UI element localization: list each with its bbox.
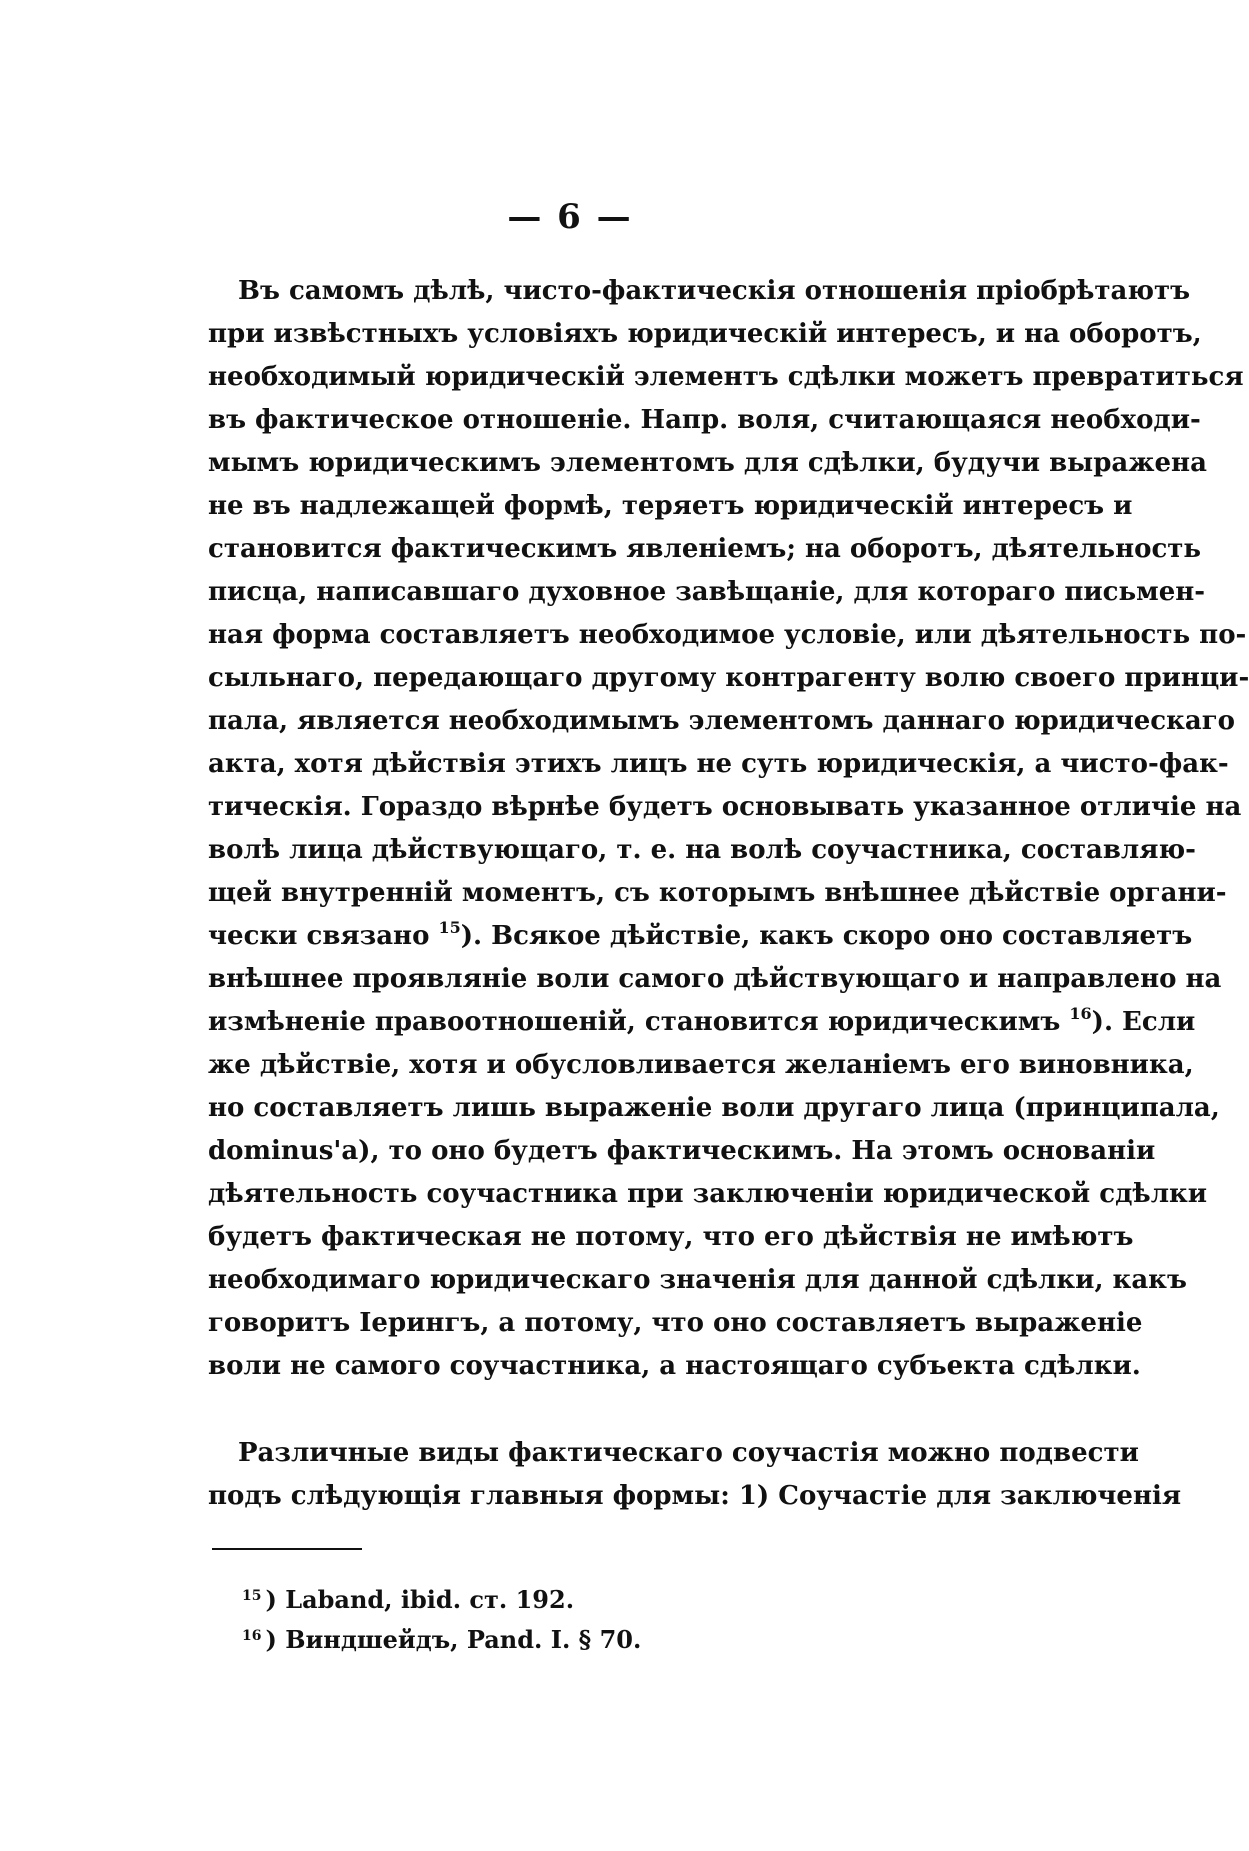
text-line: писца, написавшаго духовное завѣщаніе, для котораго письмен- — [208, 577, 1206, 607]
footnote-ref-15: 15 — [438, 918, 461, 937]
text-line: ная форма составляетъ необходимое условіе, или дѣятельность по- — [208, 620, 1247, 650]
text-line: не въ надлежащей формѣ, теряетъ юридическій интересъ и — [208, 491, 1133, 521]
text-line: необходимаго юридическаго значенія для данной сдѣлки, какъ — [208, 1265, 1187, 1295]
text-line-with-footnote-ref — [208, 915, 1193, 958]
footnote-text: ) Laband, ibid. ст. 192. — [265, 1585, 575, 1614]
text-line: становится фактическимъ явленіемъ; на оборотъ, дѣятельность — [208, 534, 1202, 564]
footnote-ref-16: 16 — [1069, 1004, 1092, 1023]
paragraph-1 — [208, 270, 1249, 1388]
text-segment: ). Если — [1091, 1007, 1196, 1037]
text-line: при извѣстныхъ условіяхъ юридическій интересъ, и на оборотъ, — [208, 319, 1202, 349]
footnote-16 — [242, 1620, 1002, 1660]
text-line: внѣшнее проявляніе воли самого дѣйствующаго и направлено на — [208, 964, 1222, 994]
text-line: воли не самого соучастника, а настоящаго субъекта сдѣлки. — [208, 1351, 1141, 1381]
text-line: dominus'a), то оно будетъ фактическимъ. На этомъ основаніи — [208, 1136, 1156, 1166]
footnotes — [242, 1580, 1002, 1660]
text-line: сыльнаго, передающаго другому контрагенту волю своего принци- — [208, 663, 1249, 693]
text-line: подъ слѣдующія главныя формы: 1) Соучастіе для заключенія — [208, 1481, 1182, 1511]
footnote-number: 16 — [242, 1628, 262, 1644]
text-line: будетъ фактическая не потому, что его дѣйствія не имѣютъ — [208, 1222, 1134, 1252]
footnote-15 — [242, 1580, 1002, 1620]
page-number: — 6 — — [507, 197, 633, 237]
text-line: необходимый юридическій элементъ сдѣлки можетъ превратиться — [208, 362, 1244, 392]
text-segment: измѣненіе правоотношеній, становится юридическимъ — [208, 1007, 1070, 1037]
text-segment: ). Всякое дѣйствіе, какъ скоро оно составляетъ — [460, 921, 1193, 951]
text-line-with-footnote-ref — [208, 1001, 1196, 1044]
text-line: Различные виды фактическаго соучастія можно подвести — [238, 1438, 1139, 1468]
text-segment: чески связано — [208, 921, 439, 951]
footnote-number: 15 — [242, 1588, 262, 1604]
text-line: Въ самомъ дѣлѣ, чисто-фактическія отношенія пріобрѣтаютъ — [238, 276, 1191, 306]
text-line: щей внутренній моментъ, съ которымъ внѣшнее дѣйствіе органи- — [208, 878, 1227, 908]
text-line: но составляетъ лишь выраженіе воли другаго лица (принципала, — [208, 1093, 1220, 1123]
text-line: пала, является необходимымъ элементомъ даннаго юридическаго — [208, 706, 1235, 736]
text-line: дѣятельность соучастника при заключеніи юридической сдѣлки — [208, 1179, 1208, 1209]
footnote-text: ) Виндшейдъ, Pand. I. § 70. — [265, 1625, 642, 1654]
footnote-separator — [212, 1548, 362, 1550]
text-line: тическія. Гораздо вѣрнѣе будетъ основывать указанное отличіе на — [208, 792, 1242, 822]
paragraph-2 — [208, 1432, 1182, 1518]
text-line: акта, хотя дѣйствія этихъ лицъ не суть юридическія, а чисто-фак- — [208, 749, 1229, 779]
text-line: мымъ юридическимъ элементомъ для сдѣлки, будучи выражена — [208, 448, 1207, 478]
text-line: волѣ лица дѣйствующаго, т. е. на волѣ соучастника, составляю- — [208, 835, 1196, 865]
text-line: же дѣйствіе, хотя и обусловливается желаніемъ его виновника, — [208, 1050, 1194, 1080]
text-line: въ фактическое отношеніе. Напр. воля, считающаяся необходи- — [208, 405, 1201, 435]
text-line: говоритъ Іерингъ, а потому, что оно составляетъ выраженіе — [208, 1308, 1143, 1338]
